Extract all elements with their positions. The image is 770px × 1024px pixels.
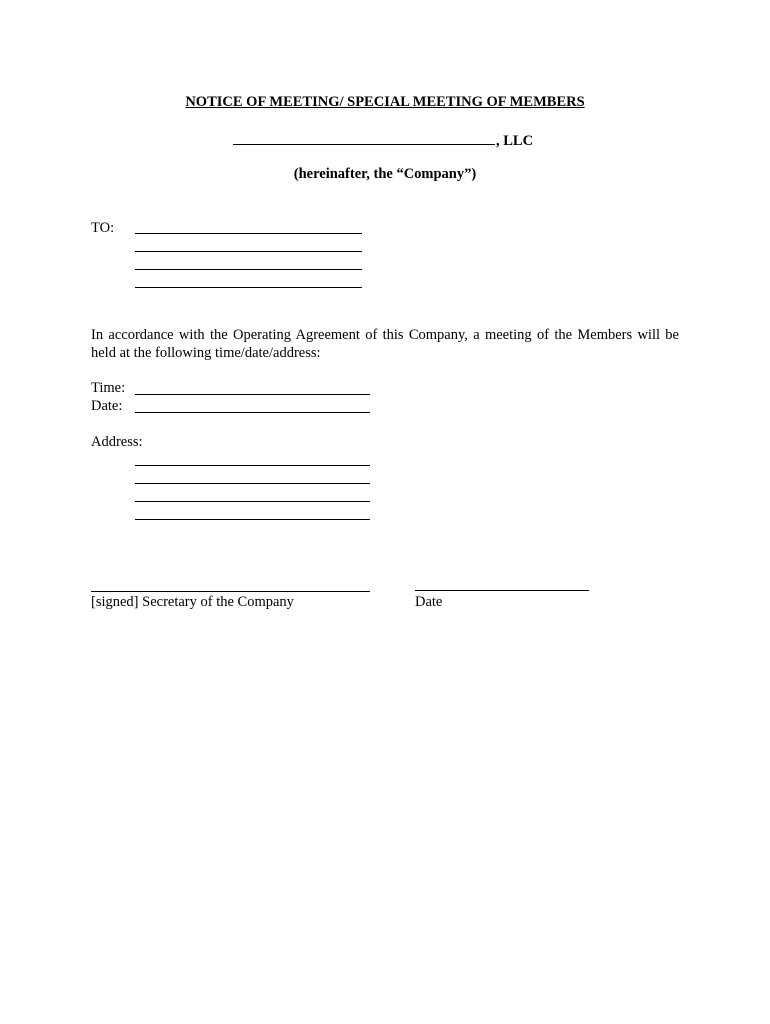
address-line-2[interactable] xyxy=(135,483,370,484)
company-name-line xyxy=(233,130,533,150)
hereinafter-text: (hereinafter, the “Company”) xyxy=(293,166,477,182)
llc-suffix: , LLC xyxy=(496,133,534,149)
meeting-paragraph: In accordance with the Operating Agreement of this Company, a meeting of the Members will be held at the following time/date/address: xyxy=(91,327,679,361)
date-label: Date: xyxy=(91,398,123,414)
address-label: Address: xyxy=(91,434,143,450)
signature-date-label: Date xyxy=(415,594,443,610)
signature-label: [signed] Secretary of the Company xyxy=(91,594,294,610)
address-line-3[interactable] xyxy=(135,501,370,502)
time-label: Time: xyxy=(91,380,126,396)
recipient-line-3[interactable] xyxy=(135,269,362,270)
address-line-4[interactable] xyxy=(135,519,370,520)
recipient-line-4[interactable] xyxy=(135,287,362,288)
recipient-line-2[interactable] xyxy=(135,251,362,252)
time-line[interactable] xyxy=(135,394,370,395)
address-line-1[interactable] xyxy=(135,465,370,466)
signature-date-line[interactable] xyxy=(415,590,589,591)
date-line[interactable] xyxy=(135,412,370,413)
recipient-line-1[interactable] xyxy=(135,233,362,234)
signature-line[interactable] xyxy=(91,591,370,592)
to-label: TO: xyxy=(91,220,115,236)
page-title: NOTICE OF MEETING/ SPECIAL MEETING OF MEMBERS xyxy=(185,94,585,110)
company-name-blank[interactable] xyxy=(233,130,495,145)
